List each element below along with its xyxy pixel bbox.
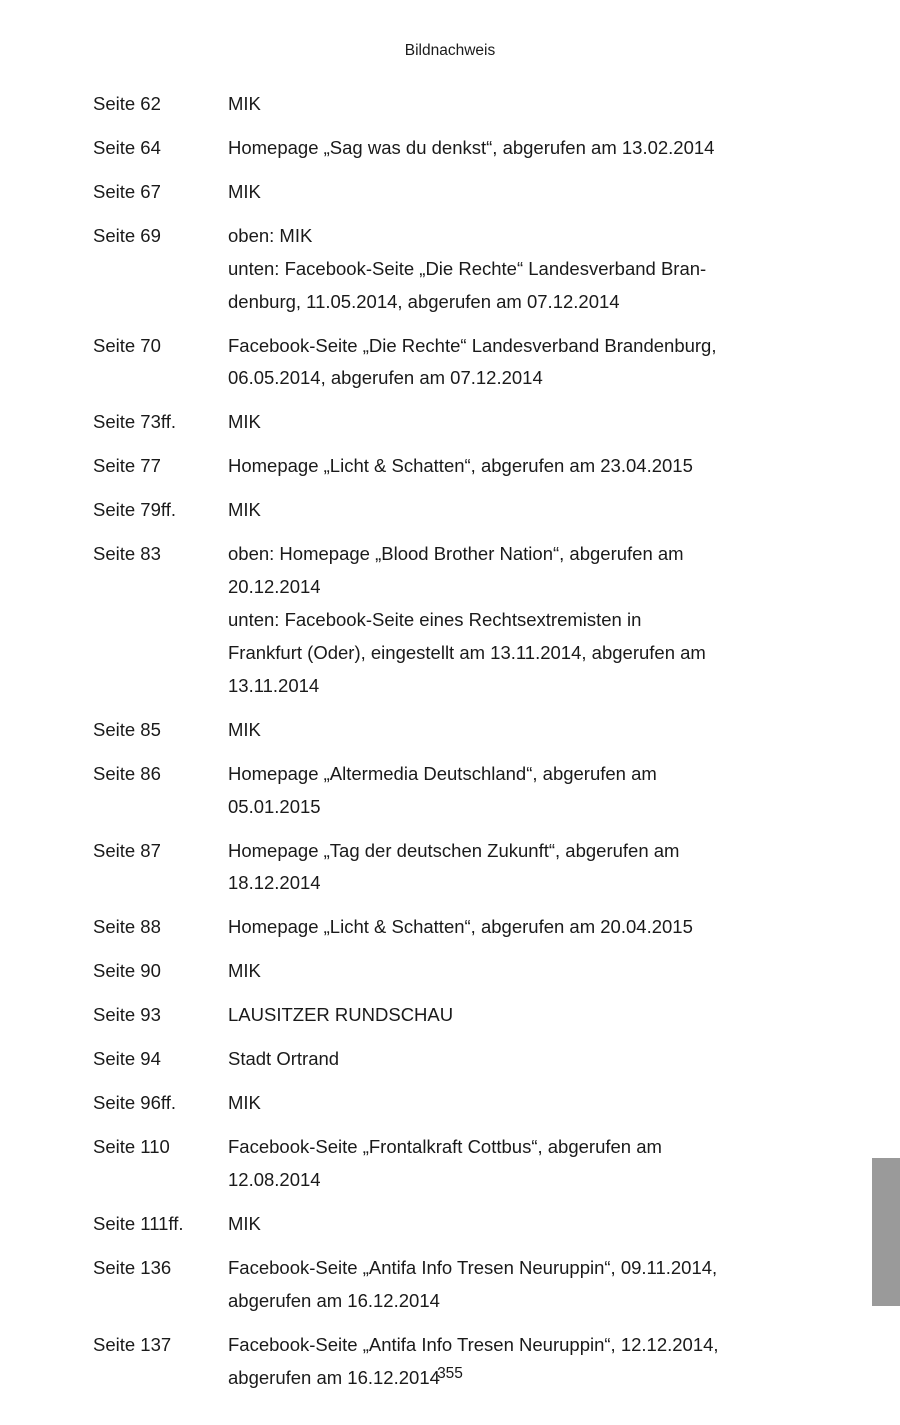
- credit-entry-source: [228, 1329, 823, 1395]
- credit-entry: [93, 1208, 823, 1241]
- credit-entry-source-line: MIK: [228, 411, 261, 433]
- credit-entry-source-line: Stadt Ortrand: [228, 1048, 340, 1070]
- credit-entry: [93, 835, 823, 901]
- credit-entry-source-line: 13.11.2014: [228, 674, 320, 696]
- credit-entry-page-label: Seite 90: [93, 960, 161, 982]
- credit-entry-source: [228, 1208, 823, 1241]
- credit-entry-source-line: Homepage „Licht & Schatten“, abgerufen am 20.04.2015: [228, 916, 693, 938]
- credit-entry-source-line: Facebook-Seite „Frontalkraft Cottbus“, abgerufen am: [228, 1135, 662, 1157]
- credit-entry-source-line: MIK: [228, 1092, 261, 1114]
- credit-entry-source-line: MIK: [228, 718, 261, 740]
- credit-entry: [93, 758, 823, 824]
- credit-entry-source-line: 06.05.2014, abgerufen am 07.12.2014: [228, 367, 543, 389]
- credit-entry-source-line: Facebook-Seite „Die Rechte“ Landesverband Brandenburg,: [228, 334, 717, 356]
- credit-entry: [93, 1087, 823, 1120]
- credit-entry: [93, 714, 823, 747]
- credit-entry-source: [228, 714, 823, 747]
- credit-entry-page-label: Seite 86: [93, 762, 161, 784]
- credit-entry: [93, 132, 823, 165]
- credit-entry-source-line: 05.01.2015: [228, 795, 321, 817]
- credit-entry-page-label: Seite 110: [93, 1135, 170, 1157]
- credit-entry-page-label: Seite 67: [93, 180, 161, 202]
- credit-entry-page-label: Seite 137: [93, 1333, 172, 1355]
- credit-entry: [93, 494, 823, 527]
- credit-entry: [93, 176, 823, 209]
- credit-entry-source-line: 20.12.2014: [228, 576, 321, 598]
- credit-entry-page-label: Seite 87: [93, 839, 161, 861]
- credit-entry-source-line: unten: Facebook-Seite „Die Rechte“ Landesverband Bran-: [228, 257, 707, 279]
- credit-entry-page-label: Seite 77: [93, 455, 161, 477]
- credit-entry-page-label: Seite 64: [93, 136, 161, 158]
- page-number: 355: [437, 1365, 463, 1382]
- credit-entry: [93, 955, 823, 988]
- credit-entry-source-line: Homepage „Licht & Schatten“, abgerufen am 23.04.2015: [228, 455, 693, 477]
- credit-entry: [93, 911, 823, 944]
- credit-entry-source: [228, 999, 823, 1032]
- credit-entry-page-label: Seite 85: [93, 718, 161, 740]
- credit-entry-source-line: abgerufen am 16.12.2014: [228, 1289, 440, 1311]
- credit-entry-source-line: 18.12.2014: [228, 872, 321, 894]
- credit-entry-source: [228, 132, 823, 165]
- credit-entry-source: [228, 911, 823, 944]
- credit-entry-source-line: oben: MIK: [228, 224, 313, 246]
- credit-entry-page-label: Seite 111ff.: [93, 1212, 184, 1234]
- credit-entry-source-line: Homepage „Altermedia Deutschland“, abgerufen am: [228, 762, 657, 784]
- credit-entry-page-label: Seite 88: [93, 916, 161, 938]
- credit-entry-page-label: Seite 93: [93, 1004, 161, 1026]
- credit-entry-source: [228, 955, 823, 988]
- credit-entry: [93, 88, 823, 121]
- credit-entry-source: [228, 220, 823, 319]
- page-header-title: Bildnachweis: [404, 42, 496, 59]
- credit-entry-page-label: Seite 83: [93, 543, 161, 565]
- credit-entry-page-label: Seite 94: [93, 1048, 161, 1070]
- credit-entry-source-line: Facebook-Seite „Antifa Info Tresen Neuruppin“, 12.12.2014,: [228, 1333, 719, 1355]
- page-edge-marker: [872, 1158, 900, 1306]
- credit-entry-source: [228, 450, 823, 483]
- credit-entry-source-line: 12.08.2014: [228, 1168, 321, 1190]
- credit-entry-source: [228, 835, 823, 901]
- credit-entry-source-line: MIK: [228, 1212, 261, 1234]
- credit-entry: [93, 1043, 823, 1076]
- credit-entry-source: [228, 330, 823, 396]
- credit-entry-source-line: abgerufen am 16.12.2014: [228, 1366, 440, 1388]
- credit-entry-page-label: Seite 70: [93, 334, 161, 356]
- credit-entry-source-line: MIK: [228, 180, 261, 202]
- credit-entry-page-label: Seite 69: [93, 224, 161, 246]
- credit-entry-source-line: Facebook-Seite „Antifa Info Tresen Neuruppin“, 09.11.2014,: [228, 1256, 718, 1278]
- credit-entry: [93, 1252, 823, 1318]
- credit-entry-page-label: Seite 79ff.: [93, 499, 176, 521]
- credit-entry-source: [228, 1043, 823, 1076]
- credit-entry-source: [228, 88, 823, 121]
- credit-entry-source: [228, 494, 823, 527]
- credit-entry-page-label: Seite 136: [93, 1256, 172, 1278]
- credit-entry: [93, 406, 823, 439]
- credit-entry: [93, 999, 823, 1032]
- credit-entry: [93, 1329, 823, 1395]
- credit-entry-source: [228, 1087, 823, 1120]
- credit-entry-source-line: denburg, 11.05.2014, abgerufen am 07.12.2014: [228, 290, 620, 312]
- credit-entry: [93, 1131, 823, 1197]
- credit-entry-source-line: oben: Homepage „Blood Brother Nation“, abgerufen am: [228, 543, 684, 565]
- credit-entry-source: [228, 758, 823, 824]
- image-credits-list: [93, 88, 823, 1405]
- credit-entry-source-line: MIK: [228, 960, 261, 982]
- credit-entry-source: [228, 538, 823, 703]
- credit-entry-source-line: LAUSITZER RUNDSCHAU: [228, 1004, 454, 1026]
- credit-entry-source-line: unten: Facebook-Seite eines Rechtsextremisten in: [228, 608, 642, 630]
- credit-entry-source-line: Homepage „Sag was du denkst“, abgerufen am 13.02.2014: [228, 136, 715, 158]
- credit-entry: [93, 330, 823, 396]
- credit-entry-page-label: Seite 96ff.: [93, 1092, 176, 1114]
- credit-entry-source: [228, 406, 823, 439]
- credit-entry-source-line: MIK: [228, 499, 261, 521]
- credit-entry-source-line: Homepage „Tag der deutschen Zukunft“, abgerufen am: [228, 839, 680, 861]
- credit-entry-source: [228, 1131, 823, 1197]
- credit-entry: [93, 220, 823, 319]
- credit-entry: [93, 450, 823, 483]
- credit-entry-page-label: Seite 73ff.: [93, 411, 176, 433]
- credit-entry-source-line: Frankfurt (Oder), eingestellt am 13.11.2014, abgerufen am: [228, 641, 706, 663]
- credit-entry-source: [228, 176, 823, 209]
- credit-entry-source-line: MIK: [228, 93, 261, 114]
- credit-entry-source: [228, 1252, 823, 1318]
- credit-entry-page-label: Seite 62: [93, 93, 161, 114]
- credit-entry: [93, 538, 823, 703]
